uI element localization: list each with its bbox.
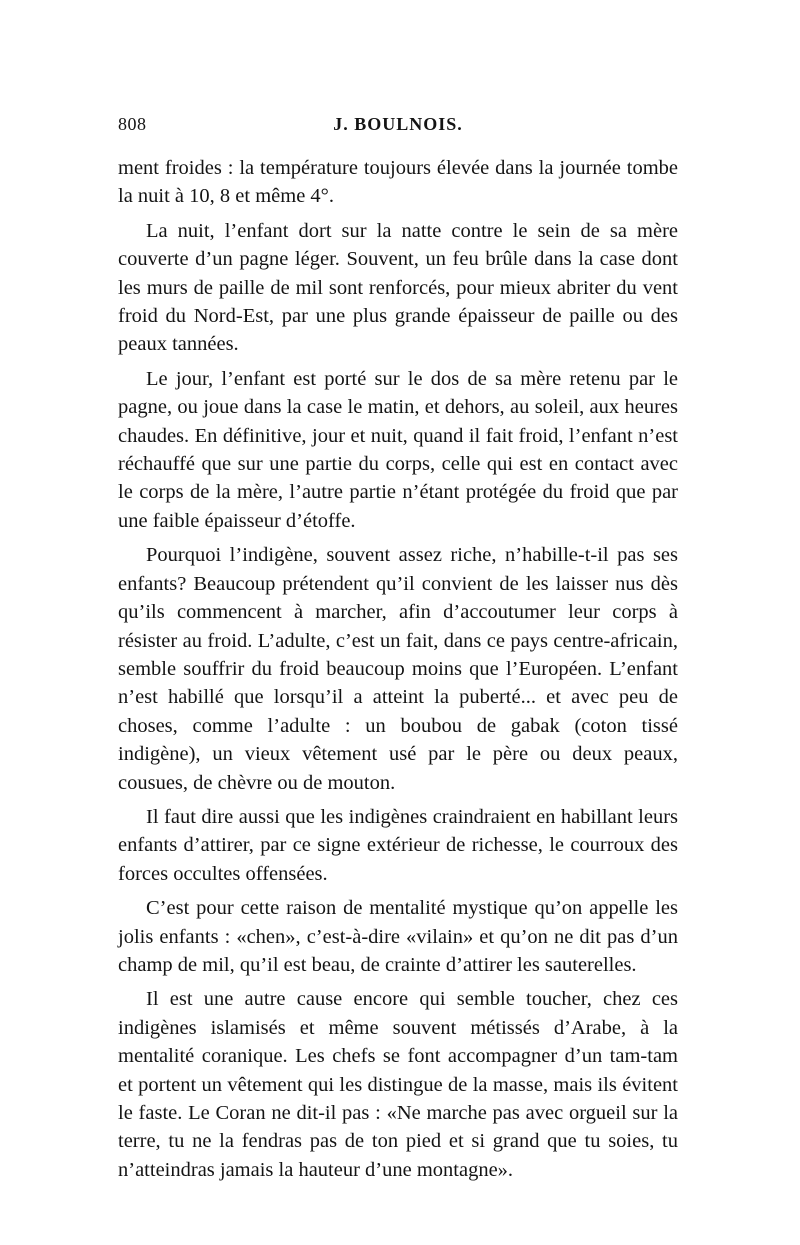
page-number: 808 (118, 114, 147, 134)
paragraph-mystic-mentality: C’est pour cette raison de mentalité mystique qu’on appelle les jolis enfants : «chen», c’est-à-dire «vilain» et qu’on ne dit pas d’un champ de mil, qu’il est beau, de crainte d’attirer les sauterelles. (118, 897, 678, 976)
running-head (118, 114, 678, 144)
running-title: J. BOULNOIS. (333, 114, 463, 134)
body-text (118, 154, 678, 1184)
paragraph-continuation: ment froides : la température toujours élevée dans la journée tombe la nuit à 10, 8 et même 4°. (118, 157, 678, 208)
paragraph-night-care: La nuit, l’enfant dort sur la natte contre le sein de sa mère couverte d’un pagne léger. Souvent, un feu brûle dans la case dont les murs de paille de mil sont renforcés, pour mieux abriter du vent froid du Nord-Est, par une plus grande épaisseur de paille ou des peaux tannées. (118, 219, 678, 356)
paragraph-day-care: Le jour, l’enfant est porté sur le dos de sa mère retenu par le pagne, ou joue dans la case le matin, et dehors, au soleil, aux heures chaudes. En définitive, jour et nuit, quand il fait froid, l’enfant n’est réchauffé que sur une partie du corps, celle qui est en contact avec le corps de la mère, l’autre partie n’étant protégée du froid que par une faible épaisseur d’étoffe. (118, 367, 678, 532)
paragraph-why-unclothed: Pourquoi l’indigène, souvent assez riche, n’habille-t-il pas ses enfants? Beaucoup prétendent qu’il convient de les laisser nus dès qu’ils commencent à marcher, afin d’accoutumer leur corps à résister au froid. L’adulte, c’est un fait, dans ce pays centre-africain, semble souffrir du froid beaucoup moins que l’Européen. L’enfant n’est habillé que lorsqu’il a atteint la puberté... et avec peu de choses, comme l’adulte : un boubou de gabak (coton tissé indigène), un vieux vêtement usé par le père ou deux peaux, cousues, de chèvre ou de mouton. (118, 544, 678, 794)
paragraph-coranic-mentality: Il est une autre cause encore qui semble toucher, chez ces indigènes islamisés et même souvent métissés d’Arabe, à la mentalité coranique. Les chefs se font accompagner d’un tam-tam et portent un vêtement qui les distingue de la masse, mais ils évitent le faste. Le Coran ne dit-il pas : «Ne marche pas avec orgueil sur la terre, tu ne la fendras pas de ton pied et si grand que tu soies, tu n’atteindras jamais la hauteur d’une montagne». (118, 988, 678, 1181)
book-page (118, 114, 678, 1190)
paragraph-occult-forces: Il faut dire aussi que les indigènes craindraient en habillant leurs enfants d’attirer, par ce signe extérieur de richesse, le courroux des forces occultes offensées. (118, 805, 678, 885)
